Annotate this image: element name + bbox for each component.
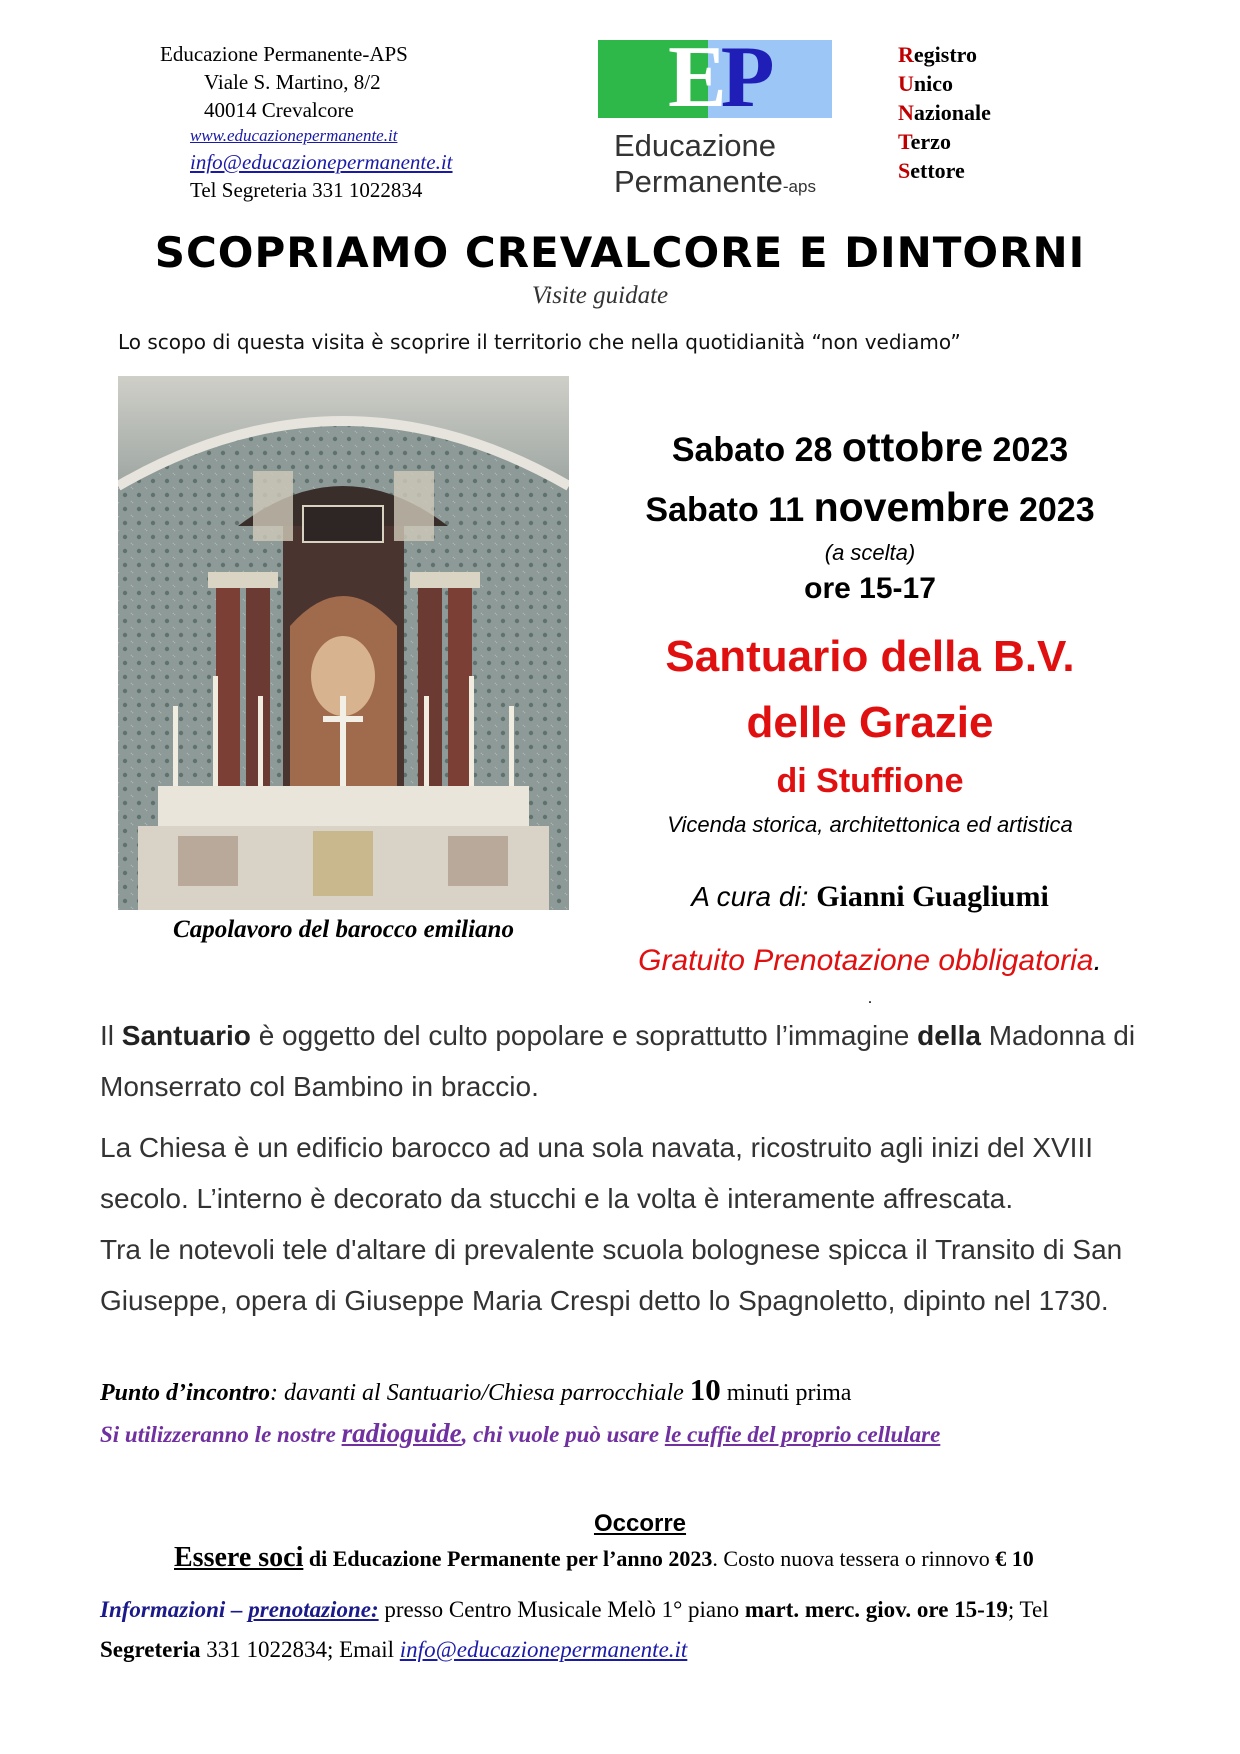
photo-caption: Capolavoro del barocco emiliano bbox=[173, 916, 514, 943]
scope-statement: Lo scopo di questa visita è scoprire il territorio che nella quotidianità “non vediamo” bbox=[118, 330, 961, 354]
ep-logo bbox=[598, 29, 832, 200]
altar-illustration bbox=[118, 376, 569, 910]
radioguide-note: Si utilizzeranno le nostre radioguide, chi vuole può usare le cuffie del proprio cellulare bbox=[100, 1418, 941, 1448]
stray-dot: . bbox=[868, 990, 872, 1007]
body-paragraph-2b: Tra le notevoli tele d'altare di prevalente scuola bolognese spicca il Transito di San Giuseppe, opera di Giuseppe Maria Crespi detto lo Spagnoletto, dipinto nel 1730. bbox=[100, 1234, 1123, 1316]
runts-line: Settore bbox=[898, 158, 965, 183]
venue-title-line1: Santuario della B.V. bbox=[665, 632, 1075, 681]
body-paragraph-2a: La Chiesa è un edificio barocco ad una sola navata, ricostruito agli inizi del XVIII secolo. L’interno è decorato da stucchi e la volta è interamente affrescata. bbox=[100, 1132, 1094, 1214]
requirements-heading: Occorre bbox=[593, 1510, 687, 1537]
logo-letters: EP bbox=[668, 29, 769, 126]
event-date-2: Sabato 11 novembre 2023 bbox=[645, 484, 1095, 530]
runts-line: Registro bbox=[898, 42, 978, 67]
meeting-point: Punto d’incontro: davanti al Santuario/Chiesa parrocchiale 10 minuti prima bbox=[100, 1372, 852, 1407]
org-phone: Tel Segreteria 331 1022834 bbox=[190, 178, 423, 202]
free-booking-note: Gratuito Prenotazione obbligatoria. bbox=[638, 944, 1102, 977]
venue-description: Vicenda storica, architettonica ed artistica bbox=[667, 812, 1073, 837]
date-choice-note: (a scelta) bbox=[824, 540, 916, 565]
logo-text-line1: Educazione bbox=[614, 128, 777, 163]
venue-title-line3: di Stuffione bbox=[776, 762, 964, 800]
org-street: Viale S. Martino, 8/2 bbox=[204, 70, 381, 94]
runts-line: Nazionale bbox=[898, 100, 991, 125]
runts-line: Terzo bbox=[898, 129, 951, 154]
body-paragraph-1: Il Santuario è oggetto del culto popolare e soprattutto l’immagine della Madonna di Monserrato col Bambino in braccio. bbox=[100, 1020, 1136, 1102]
event-time: ore 15-17 bbox=[804, 572, 936, 605]
org-city: 40014 Crevalcore bbox=[204, 98, 354, 122]
page-subtitle: Visite guidate bbox=[531, 282, 669, 309]
curator: A cura di: Gianni Guagliumi bbox=[691, 880, 1049, 913]
venue-title-line2: delle Grazie bbox=[746, 698, 994, 747]
booking-info: Informazioni – prenotazione: presso Centro Musicale Melò 1° piano mart. merc. giov. ore 15-19; Tel Segreteria 331 1022834; Email info@educazionepermanente.it bbox=[100, 1597, 1049, 1662]
runts-acronym bbox=[898, 40, 991, 185]
booking-email-link[interactable]: info@educazionepermanente.it bbox=[399, 1637, 688, 1662]
membership-requirement: Essere soci di Educazione Permanente per l’anno 2023. Costo nuova tessera o rinnovo € 10 bbox=[174, 1542, 1034, 1573]
altar-photo bbox=[118, 376, 569, 910]
org-email-link[interactable]: info@educazionepermanente.it bbox=[190, 150, 453, 174]
body-paragraph-2 bbox=[100, 1122, 1160, 1326]
org-name: Educazione Permanente-APS bbox=[160, 42, 408, 66]
logo-text-line2: Permanente-aps bbox=[614, 164, 816, 199]
runts-line: Unico bbox=[898, 71, 954, 96]
event-date-1: Sabato 28 ottobre 2023 bbox=[671, 424, 1069, 470]
org-website-link[interactable]: www.educazionepermanente.it bbox=[190, 126, 398, 145]
page-title: SCOPRIAMO CREVALCORE E DINTORNI bbox=[154, 228, 1086, 277]
org-address-block bbox=[160, 40, 453, 204]
